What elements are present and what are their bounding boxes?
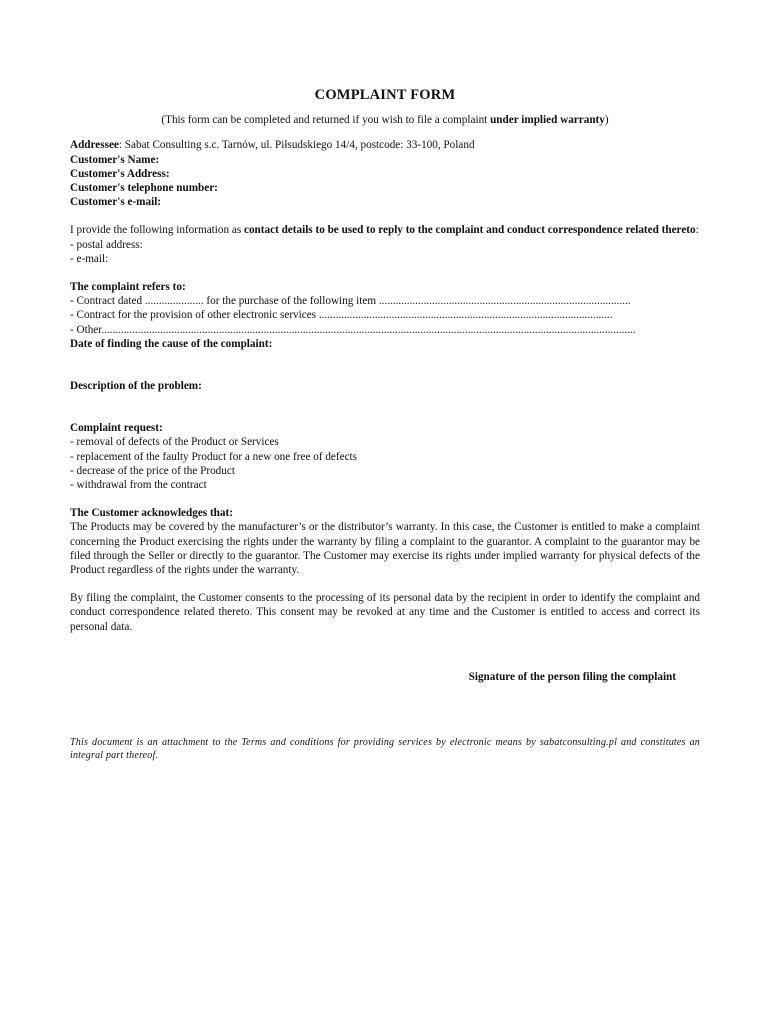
addressee-line (70, 138, 700, 152)
refers-other: - Other............................................................................................................................................................................................... (70, 323, 636, 336)
form-body (70, 88, 700, 762)
request-item: - withdrawal from the contract (70, 479, 207, 492)
request-item: - removal of defects of the Product or Services (70, 436, 279, 449)
request-item: - replacement of the faulty Product for a new one free of defects (70, 450, 358, 463)
contact-intro-text: I provide the following information as (70, 224, 244, 237)
addressee-value: : Sabat Consulting s.c. Tarnów, ul. Piłsudskiego 14/4, postcode: 33-100, Poland (118, 139, 475, 152)
customer-email-field: Customer's e-mail: (70, 196, 162, 209)
refers-contract-purchase: - Contract dated ..................... for the purchase of the following item .......................................................................................... (70, 295, 631, 308)
request-item: - decrease of the price of the Product (70, 464, 235, 477)
refers-contract-services: - Contract for the provision of other electronic services ......................................................................................................... (70, 309, 613, 322)
spacer (70, 492, 700, 506)
subtitle-emphasis: under implied warranty (490, 114, 605, 127)
addressee-label: Addressee (70, 139, 119, 152)
customer-phone-field: Customer's telephone number: (70, 182, 218, 195)
footer-note: This document is an attachment to the Terms and conditions for providing services by electronic means by sabatconsulting.pl and constitutes an integral part thereof. (70, 737, 700, 762)
refers-heading: The complaint refers to: (70, 281, 186, 294)
contact-postal-address: - postal address: (70, 238, 143, 251)
contact-intro (70, 223, 700, 237)
contact-intro-colon: : (695, 224, 699, 237)
subtitle-text: (This form can be completed and returned if you wish to file a complaint (161, 114, 491, 127)
customer-name-field: Customer's Name: (70, 153, 160, 166)
subtitle-close: ) (604, 114, 609, 127)
consent-text: By filing the complaint, the Customer consents to the processing of its personal data by the recipient in order to identify the complaint and conduct correspondence related thereto. This consent may be revoked at any time and the Customer is entitled to access and correct its personal data. (70, 592, 700, 633)
request-heading: Complaint request: (70, 422, 163, 435)
form-subtitle (70, 113, 700, 127)
spacer (70, 577, 700, 591)
acknowledge-heading: The Customer acknowledges that: (70, 507, 233, 520)
signature-label: Signature of the person filing the complaint (468, 670, 676, 683)
page-title: COMPLAINT FORM (314, 87, 456, 103)
spacer (70, 393, 700, 421)
spacer (70, 266, 700, 280)
contact-email: - e-mail: (70, 252, 109, 265)
date-found-label: Date of finding the cause of the complaint: (70, 337, 273, 350)
spacer (70, 209, 700, 223)
spacer (70, 351, 700, 379)
description-label: Description of the problem: (70, 380, 202, 393)
contact-intro-emphasis: contact details to be used to reply to the complaint and conduct correspondence related thereto (244, 224, 696, 237)
acknowledge-text: The Products may be covered by the manufacturer’s or the distributor’s warranty. In this case, the Customer is entitled to make a complaint concerning the Product exercising the rights under the warranty by filing a complaint to the guarantor. A complaint to the guarantor may be filed through the Seller or directly to the guarantor. The Customer may exercise its rights under implied warranty for physical defects of the Product regardless of the rights under the warranty. (70, 521, 700, 577)
customer-address-field: Customer's Address: (70, 167, 170, 180)
